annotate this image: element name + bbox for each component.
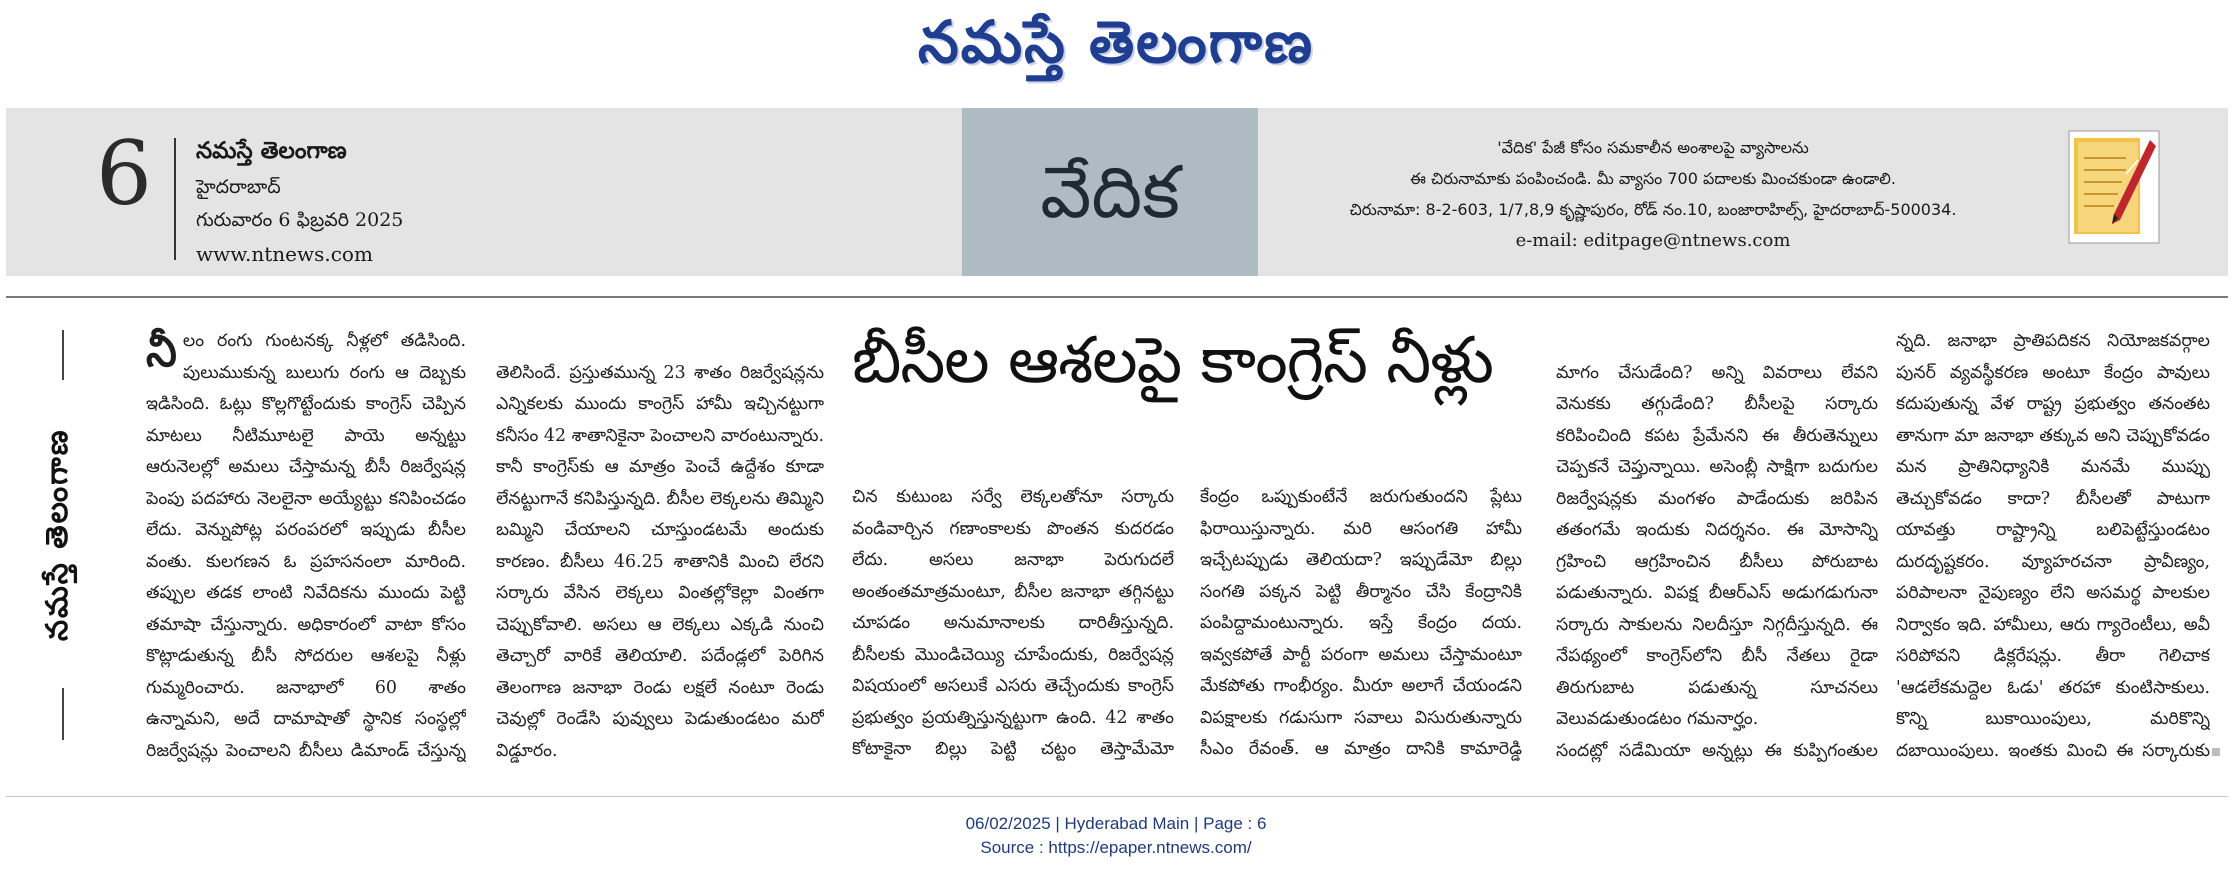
- publication-info: [196, 138, 403, 266]
- article-column-6-text: న్నది. జనాభా ప్రాతిపదికన నియోజకవర్గాల పునర్ వ్యవస్థీకరణ అంటూ కేంద్రం పావులు కదుపుతున్న వేళ రాష్ట్ర ప్రభుత్వం తనంతట తానుగా మా జనాభా తక్కువ అని చెప్పుకోవడం మన ప్రాతినిధ్యానికి మనమే ముప్పు తెచ్చుకోవడం కాదా? బీసీలతో పాటుగా యావత్తు రాష్ట్రాన్ని బలిపెట్టేస్తుండటం దురదృష్టకరం. వ్యూహరచనా ప్రావీణ్యం, పరిపాలనా నైపుణ్యం లేని అసమర్థ పాలకుల నిర్వాకం ఇది. హామీలు, ఆరు గ్యారెంటీలు, అవీ సరిపోవని డిక్లరేషన్లు. తీరా గెలిచాక 'ఆడలేకమద్దెల ఓడు' తరహా కుంటిసాకులు. కొన్ని బుకాయింపులు, మరికొన్ని దబాయింపులు. ఇంతకు మించి ఈ సర్కారుకు: [1896, 331, 2210, 761]
- article-end-marker: [2212, 748, 2220, 756]
- publication-city: హైదరాబాద్: [196, 176, 281, 198]
- publication-date: గురువారం 6 ఫిబ్రవరి 2025: [196, 209, 404, 231]
- article-dropcap: నీ: [146, 326, 177, 377]
- page-footer: [0, 812, 2232, 860]
- submission-notice: [1268, 132, 2038, 256]
- article-column-1-text: లం రంగు గుంటనక్క నీళ్లలో తడిసింది. పులుముకున్న బులుగు రంగు ఆ దెబ్బకు ఇడిసింది. ఓట్లు కొల్లగొట్టేందుకు కాంగ్రెస్ చెప్పిన మాటలు నీటిమూటలై పాయె అన్నట్టు ఆరునెలల్లో అమలు చేస్తామన్న బీసీ రిజర్వేషన్ల పెంపు పదహారు నెలలైనా అయ్యేట్టు కనిపించడం లేదు. వెన్నుపోట్ల పరంపరలో ఇప్పుడు బీసీల వంతు. కులగణన ఓ ప్రహసనంలా మారింది. తప్పుల తడక లాంటి నివేదికను ముందు పెట్టి తమాషా చేస్తున్నారు. అధికారంలో వాటా కోసం కొట్లాడుతున్న బీసీ సోదరుల ఆశలపై నీళ్లు గుమ్మరించారు. జనాభాలో 60 శాతం ఉన్నామని, అదే దామాషాతో స్థానిక సంస్థల్లో రిజర్వేషన్లు పెంచాలని బీసీలు డిమాండ్ చేస్తున్న: [146, 331, 466, 761]
- header-rule: [6, 296, 2228, 298]
- article-column-4: [1200, 482, 1522, 766]
- footer-rule: [6, 796, 2228, 797]
- article-column-2-text: తెలిసిందే. ప్రస్తుతమున్న 23 శాతం రిజర్వేషన్లను ఎన్నికలకు ముందు కాంగ్రెస్ హామీ ఇచ్చినట్టుగా కనీసం 42 శాతానికైనా పెంచాలని వారంటున్నారు. కానీ కాంగ్రెస్‌కు ఆ మాత్రం పెంచే ఉద్దేశం కూడా లేనట్టుగానే కనిపిస్తున్నది. బీసీల లెక్కలను తిమ్మిని బమ్మిని చేయాలని చూస్తుండటమే అందుకు కారణం. బీసీలు 46.25 శాతానికి మించి లేరని సర్కారు వేసిన లెక్కలు వింతల్లోకెల్లా వింతగా చెప్పుకోవాలి. అసలు ఆ లెక్కలు ఎక్కడి నుంచి తెచ్చారో వారికే తెలియాలి. పదేండ్లలో పెరిగిన తెలంగాణ జనాభా రెండు లక్షలే నంటూ రెండు చెవుల్లో రెండేసి పువ్వులు పెడుతుండటం మరో విడ్డూరం.: [496, 362, 824, 761]
- side-logo: [32, 330, 94, 740]
- publication-name: నమస్తే తెలంగాణ: [196, 138, 347, 164]
- article-column-5: [1556, 326, 1878, 766]
- banner-divider: [174, 138, 176, 260]
- page-number: 6: [96, 122, 152, 225]
- masthead: [0, 0, 2232, 100]
- footer-source-link[interactable]: Source : https://epaper.ntnews.com/: [980, 838, 1252, 857]
- page-banner: [6, 108, 2228, 276]
- article-column-3-text: చిన కుటుంబ సర్వే లెక్కలతోనూ సర్కారు వండివార్చిన గణాంకాలకు పొంతన కుదరడం లేదు. అసలు జనాభా పెరుగుదలే అంతంతమాత్రమంటూ, బీసీల జనాభా తగ్గినట్టు చూపడం అనుమానాలకు దారితీస్తున్నది. బీసీలకు మొండిచెయ్యి చూపేందుకు, రిజర్వేషన్ల విషయంలో అసలుకే ఎసరు తెచ్చేందుకు కాంగ్రెస్ ప్రభుత్వం ప్రయత్నిస్తున్నట్టుగా ఉంది. 42 శాతం కోటాకైనా బిల్లు పెట్టి చట్టం తెస్తామేమో: [852, 487, 1174, 759]
- article-headline: బీసీల ఆశలపై కాంగ్రెస్ నీళ్లు: [852, 324, 1493, 398]
- section-title: వేదిక: [1040, 150, 1180, 234]
- notice-email: e-mail: editpage@ntnews.com: [1515, 230, 1791, 251]
- article-column-2: [496, 326, 824, 766]
- side-logo-line-bottom: [62, 688, 64, 740]
- pen-paper-icon: [2068, 130, 2160, 244]
- side-logo-text: నమస్తే తెలంగాణ: [40, 428, 75, 642]
- notice-line-2: ఈ చిరునామాకు పంపించండి. మీ వ్యాసం 700 పదాలకు మించకుండా ఉండాలి.: [1410, 169, 1896, 188]
- footer-edition-line: 06/02/2025 | Hyderabad Main | Page : 6: [965, 814, 1267, 833]
- publication-website: www.ntnews.com: [196, 242, 373, 266]
- section-title-box: [962, 108, 1258, 276]
- article-column-5-text: మాగం చేసుడేంది? అన్ని వివరాలు లేవని వెనుకకు తగ్గుడేంది? బీసీలపై సర్కారు కరిపించింది కపట ప్రేమేనని ఈ తీరుతెన్నులు చెప్పకనే చెప్తున్నాయి. అసెంబ్లీ సాక్షిగా బదుగుల రిజర్వేషన్లకు మంగళం పాడేందుకు జరిపిన తతంగమే ఇందుకు నిదర్శనం. ఈ మోసాన్ని గ్రహించి ఆగ్రహించిన బీసీలు పోరుబాట పడుతున్నారు. విపక్ష బీఆర్‌ఎస్ అడుగడుగునా సర్కారు సాకులను నిలదీస్తూ నిగ్గదీస్తున్నది. ఈ నేపథ్యంలో కాంగ్రెస్‌లోని బీసీ నేతలు రైడా తిరుగుబాట పడుతున్న సూచనలు వెలువడుతుండటం గమనార్హం. సందట్లో సడేమియా అన్నట్లు ఈ కుప్పిగంతుల: [1556, 362, 1878, 761]
- notice-line-3: చిరునామా: 8-2-603, 1/7,8,9 కృష్ణాపురం, రోడ్ నం.10, బంజారాహిల్స్, హైదరాబాద్-500034.: [1349, 200, 1957, 219]
- newspaper-logo: నమస్తే తెలంగాణ: [918, 8, 1314, 76]
- article-column-3: [852, 482, 1174, 766]
- article-column-4-text: కేంద్రం ఒప్పుకుంటేనే జరుగుతుందని ప్లేటు ఫిరాయిస్తున్నారు. మరి ఆసంగతి హామీ ఇచ్చేటప్పుడు తెలియదా? ఇప్పుడేమో బిల్లు సంగతి పక్కన పెట్టి తీర్మానం చేసి కేంద్రానికి పంపిద్దామంటున్నారు. ఇస్తే కేంద్రం దయ. ఇవ్వకపోతే పార్టీ పరంగా అమలు చేస్తామంటూ మేకపోతు గాంభీర్యం. మీరూ అలాగే చేయండని విపక్షాలకు గడుసుగా సవాలు విసురుతున్నారు సీఎం రేవంత్. ఆ మాత్రం దానికి కామారెడ్డి: [1200, 487, 1522, 759]
- article-column-1: [146, 326, 466, 766]
- notice-line-1: 'వేదిక' పేజీ కోసం సమకాలీన అంశాలపై వ్యాసాలను: [1497, 138, 1809, 157]
- side-logo-line-top: [62, 330, 64, 380]
- article-column-6: [1896, 326, 2210, 766]
